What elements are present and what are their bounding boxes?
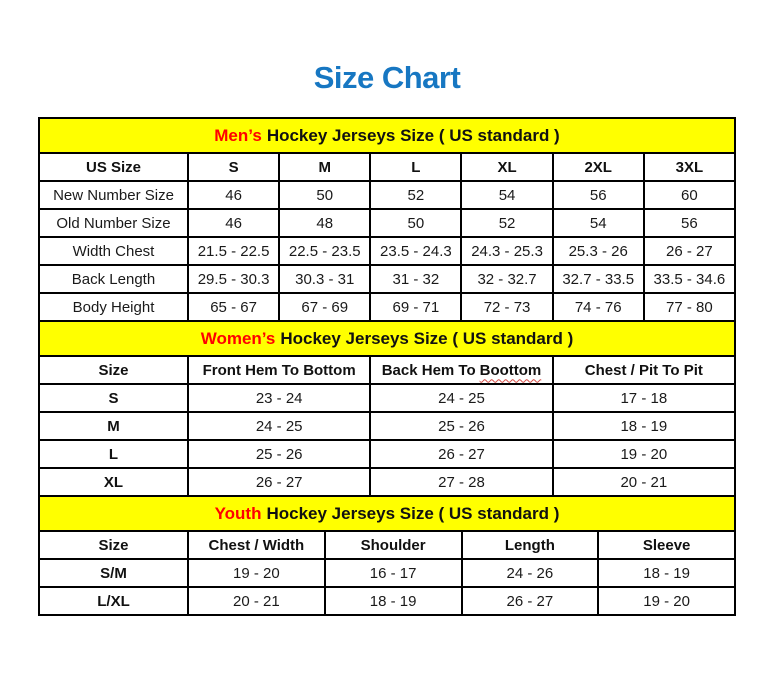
- size-value-cell: 74 - 76: [553, 293, 644, 321]
- size-value-cell: 23 - 24: [188, 384, 370, 412]
- womens-band-highlight: Women’s: [200, 328, 276, 348]
- column-header: Chest / Width: [188, 531, 325, 559]
- table-row: [39, 587, 735, 615]
- size-value-cell: 56: [644, 209, 735, 237]
- column-header: US Size: [39, 153, 188, 181]
- womens-band-row: [39, 321, 735, 356]
- size-value-cell: 31 - 32: [370, 265, 461, 293]
- column-header: Length: [462, 531, 599, 559]
- womens-header-row: [39, 356, 735, 384]
- size-value-cell: 72 - 73: [461, 293, 552, 321]
- column-header: Shoulder: [325, 531, 462, 559]
- size-value-cell: 18 - 19: [553, 412, 735, 440]
- column-header: Front Hem To Bottom: [188, 356, 370, 384]
- table-row: [39, 440, 735, 468]
- youth-band-text: Hockey Jerseys Size ( US standard ): [266, 503, 560, 523]
- size-value-cell: 22.5 - 23.5: [279, 237, 370, 265]
- size-value-cell: 52: [370, 181, 461, 209]
- row-label: Body Height: [39, 293, 188, 321]
- size-value-cell: 27 - 28: [370, 468, 552, 496]
- size-value-cell: 26 - 27: [644, 237, 735, 265]
- size-value-cell: 16 - 17: [325, 559, 462, 587]
- column-header: XL: [461, 153, 552, 181]
- table-row: [39, 559, 735, 587]
- column-header-text: Back Hem To: [381, 361, 476, 379]
- column-header: Size: [39, 531, 188, 559]
- size-value-cell: 56: [553, 181, 644, 209]
- row-label: Old Number Size: [39, 209, 188, 237]
- table-row: [39, 209, 735, 237]
- mens-section-title-band: [39, 118, 735, 153]
- youth-header-row: [39, 531, 735, 559]
- column-header: M: [279, 153, 370, 181]
- size-value-cell: 32 - 32.7: [461, 265, 552, 293]
- size-value-cell: 26 - 27: [462, 587, 599, 615]
- row-label: XL: [39, 468, 188, 496]
- size-value-cell: 65 - 67: [188, 293, 279, 321]
- size-value-cell: 25 - 26: [188, 440, 370, 468]
- column-header: Size: [39, 356, 188, 384]
- size-value-cell: 25.3 - 26: [553, 237, 644, 265]
- column-header: S: [188, 153, 279, 181]
- mens-band-highlight: Men’s: [214, 125, 262, 145]
- size-value-cell: 32.7 - 33.5: [553, 265, 644, 293]
- size-value-cell: 30.3 - 31: [279, 265, 370, 293]
- size-value-cell: 54: [553, 209, 644, 237]
- row-label: M: [39, 412, 188, 440]
- size-value-cell: 24.3 - 25.3: [461, 237, 552, 265]
- misspelled-word: Boottom: [479, 361, 542, 379]
- size-value-cell: 24 - 26: [462, 559, 599, 587]
- table-row: [39, 384, 735, 412]
- mens-size-table: [38, 117, 736, 322]
- size-value-cell: 60: [644, 181, 735, 209]
- table-row: [39, 265, 735, 293]
- size-value-cell: 17 - 18: [553, 384, 735, 412]
- row-label: S/M: [39, 559, 188, 587]
- row-label: S: [39, 384, 188, 412]
- size-value-cell: 77 - 80: [644, 293, 735, 321]
- mens-header-row: [39, 153, 735, 181]
- size-value-cell: 52: [461, 209, 552, 237]
- row-label: L/XL: [39, 587, 188, 615]
- size-value-cell: 46: [188, 209, 279, 237]
- womens-section-title-band: [39, 321, 735, 356]
- table-row: [39, 181, 735, 209]
- size-value-cell: 48: [279, 209, 370, 237]
- size-value-cell: 50: [370, 209, 461, 237]
- column-header: Sleeve: [598, 531, 735, 559]
- size-value-cell: 18 - 19: [598, 559, 735, 587]
- size-value-cell: 54: [461, 181, 552, 209]
- content-area: [38, 0, 736, 616]
- womens-size-table: [38, 320, 736, 497]
- column-header: [370, 356, 552, 384]
- size-value-cell: 67 - 69: [279, 293, 370, 321]
- mens-band-row: [39, 118, 735, 153]
- youth-band-row: [39, 496, 735, 531]
- size-value-cell: 46: [188, 181, 279, 209]
- size-value-cell: 24 - 25: [370, 384, 552, 412]
- row-label: L: [39, 440, 188, 468]
- row-label: Width Chest: [39, 237, 188, 265]
- size-value-cell: 24 - 25: [188, 412, 370, 440]
- table-row: [39, 293, 735, 321]
- table-row: [39, 237, 735, 265]
- mens-band-text: Hockey Jerseys Size ( US standard ): [266, 125, 560, 145]
- size-value-cell: 18 - 19: [325, 587, 462, 615]
- column-header: Chest / Pit To Pit: [553, 356, 735, 384]
- size-value-cell: 19 - 20: [188, 559, 325, 587]
- size-value-cell: 25 - 26: [370, 412, 552, 440]
- size-value-cell: 26 - 27: [188, 468, 370, 496]
- size-value-cell: 29.5 - 30.3: [188, 265, 279, 293]
- size-value-cell: 33.5 - 34.6: [644, 265, 735, 293]
- size-value-cell: 23.5 - 24.3: [370, 237, 461, 265]
- size-value-cell: 21.5 - 22.5: [188, 237, 279, 265]
- column-header: 3XL: [644, 153, 735, 181]
- size-value-cell: 69 - 71: [370, 293, 461, 321]
- size-value-cell: 26 - 27: [370, 440, 552, 468]
- column-header: L: [370, 153, 461, 181]
- size-value-cell: 20 - 21: [553, 468, 735, 496]
- size-chart-title: Size Chart: [313, 60, 461, 95]
- table-row: [39, 412, 735, 440]
- youth-section-title-band: [39, 496, 735, 531]
- size-value-cell: 50: [279, 181, 370, 209]
- size-value-cell: 19 - 20: [598, 587, 735, 615]
- table-row: [39, 468, 735, 496]
- youth-size-table: [38, 495, 736, 616]
- size-value-cell: 19 - 20: [553, 440, 735, 468]
- size-value-cell: 20 - 21: [188, 587, 325, 615]
- womens-band-text: Hockey Jerseys Size ( US standard ): [280, 328, 574, 348]
- row-label: New Number Size: [39, 181, 188, 209]
- youth-band-highlight: Youth: [214, 503, 262, 523]
- row-label: Back Length: [39, 265, 188, 293]
- column-header: 2XL: [553, 153, 644, 181]
